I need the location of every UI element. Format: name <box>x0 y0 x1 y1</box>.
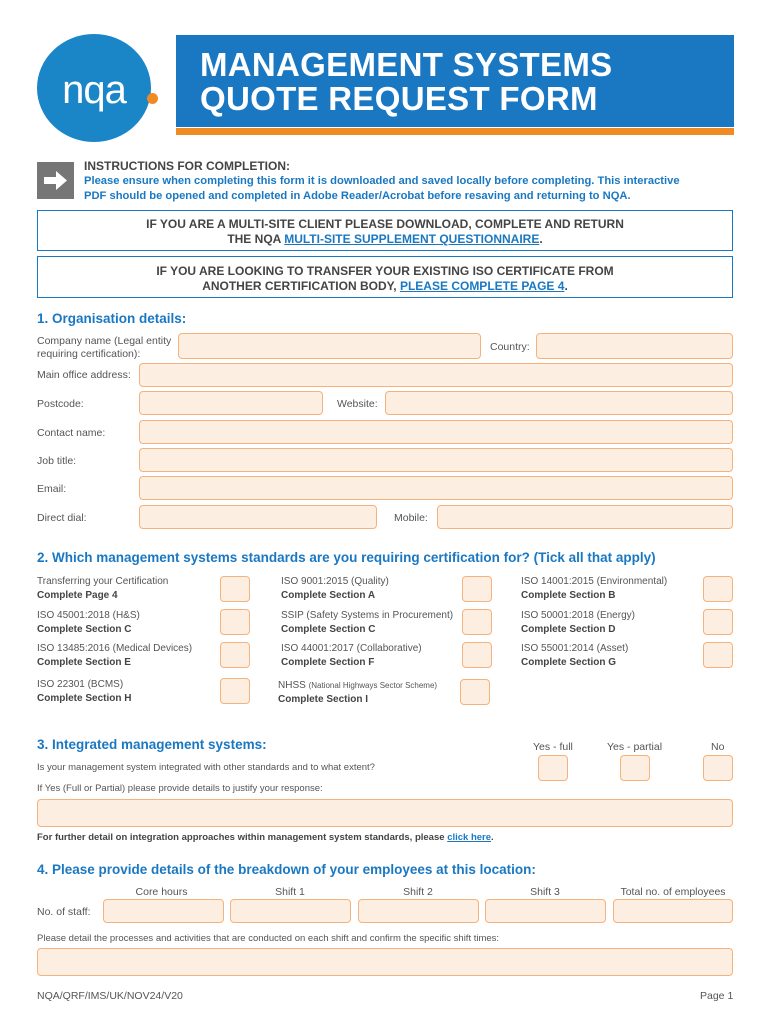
standard-item <box>278 679 437 707</box>
shift2-field[interactable] <box>358 899 479 923</box>
standard-note: Complete Section B <box>521 590 616 601</box>
address-field[interactable] <box>139 363 733 387</box>
standard-note: Complete Section I <box>278 694 369 705</box>
page-number: Page 1 <box>700 990 734 1002</box>
col-shift1: Shift 1 <box>275 886 305 898</box>
title-line-1: MANAGEMENT SYSTEMS <box>200 46 613 83</box>
standard-item <box>37 642 192 670</box>
postcode-label: Postcode: <box>37 398 84 410</box>
company-name-label <box>37 335 171 361</box>
standard-note: Complete Section A <box>281 590 376 601</box>
instructions-text <box>84 174 724 204</box>
option-yes-full-label: Yes - full <box>533 741 573 753</box>
notice1-suffix: . <box>539 232 543 246</box>
standard-note: Complete Section F <box>281 657 375 668</box>
company-label-line1: Company name (Legal entity <box>37 335 172 347</box>
website-field[interactable] <box>385 391 733 415</box>
country-label: Country: <box>490 341 530 353</box>
title-line-2: QUOTE REQUEST FORM <box>200 80 598 117</box>
standard-name: ISO 45001:2018 (H&S) <box>37 610 140 621</box>
checkbox-nhss[interactable] <box>460 679 490 705</box>
checkbox-iso22301[interactable] <box>220 678 250 704</box>
checkbox-iso13485[interactable] <box>220 642 250 668</box>
section3-title: 3. Integrated management systems: <box>37 737 267 752</box>
checkbox-iso55001[interactable] <box>703 642 733 668</box>
standard-item <box>281 575 389 603</box>
direct-dial-label: Direct dial: <box>37 512 87 524</box>
standard-item <box>281 609 453 637</box>
arrow-right-icon <box>37 162 74 199</box>
checkbox-iso9001[interactable] <box>462 576 492 602</box>
multi-site-link[interactable]: MULTI-SITE SUPPLEMENT QUESTIONNAIRE <box>284 232 540 246</box>
shift3-field[interactable] <box>485 899 606 923</box>
standard-name: ISO 9001:2015 (Quality) <box>281 576 389 587</box>
standard-note: Complete Section C <box>281 624 376 635</box>
notice2-line-1: IF YOU ARE LOOKING TO TRANSFER YOUR EXISTING ISO CERTIFICATE FROM <box>156 264 614 278</box>
nqa-logo <box>37 34 151 142</box>
integration-details-field[interactable] <box>37 799 733 827</box>
standard-name: ISO 14001:2015 (Environmental) <box>521 576 668 587</box>
standard-name: ISO 13485:2016 (Medical Devices) <box>37 643 193 654</box>
standard-name: ISO 50001:2018 (Energy) <box>521 610 635 621</box>
checkbox-iso45001[interactable] <box>220 609 250 635</box>
company-name-field[interactable] <box>178 333 481 359</box>
standard-name: ISO 44001:2017 (Collaborative) <box>281 643 422 654</box>
further-detail-text <box>37 832 494 843</box>
notice1-line-1: IF YOU ARE A MULTI-SITE CLIENT PLEASE DOWNLOAD, COMPLETE AND RETURN <box>146 217 624 231</box>
integration-question: Is your management system integrated with other standards and to what extent? <box>37 762 375 773</box>
job-title-field[interactable] <box>139 448 733 472</box>
shift-detail-label: Please detail the processes and activities that are conducted on each shift and confirm the specific shift times: <box>37 933 500 944</box>
total-employees-field[interactable] <box>613 899 733 923</box>
title-underline <box>176 128 734 135</box>
standard-item <box>521 642 628 670</box>
option-yes-partial-label: Yes - partial <box>607 741 663 753</box>
standard-note: Complete Section G <box>521 657 617 668</box>
section2-title: 2. Which management systems standards are you requiring certification for? (Tick all that apply) <box>37 550 656 565</box>
core-hours-field[interactable] <box>103 899 224 923</box>
postcode-field[interactable] <box>139 391 323 415</box>
country-field[interactable] <box>536 333 733 359</box>
standard-item <box>37 678 131 706</box>
checkbox-transfer[interactable] <box>220 576 250 602</box>
col-total-employees: Total no. of employees <box>620 886 726 898</box>
email-field[interactable] <box>139 476 733 500</box>
logo-text: nqa <box>62 68 126 112</box>
checkbox-no[interactable] <box>703 755 733 781</box>
standard-item <box>521 609 635 637</box>
click-here-link[interactable]: click here <box>447 832 492 843</box>
standard-item <box>37 575 168 603</box>
standard-item <box>37 609 140 637</box>
standard-item <box>281 642 422 670</box>
further-detail-suffix: . <box>491 832 494 843</box>
col-shift2: Shift 2 <box>403 886 433 898</box>
checkbox-ssip[interactable] <box>462 609 492 635</box>
complete-page4-link[interactable]: PLEASE COMPLETE PAGE 4 <box>399 279 565 293</box>
instructions-heading: INSTRUCTIONS FOR COMPLETION: <box>84 159 290 173</box>
company-label-line2: requiring certification): <box>37 348 141 360</box>
logo-dot <box>147 93 158 104</box>
contact-label: Contact name: <box>37 427 106 439</box>
checkbox-iso44001[interactable] <box>462 642 492 668</box>
website-label: Website: <box>337 398 378 410</box>
section4-title: 4. Please provide details of the breakdown of your employees at this location: <box>37 862 536 877</box>
standard-note: Complete Section E <box>37 657 131 668</box>
standard-note: Complete Section C <box>37 624 132 635</box>
standard-note: Complete Page 4 <box>37 590 118 601</box>
standard-note: Complete Section D <box>521 624 616 635</box>
standard-name-detail: (National Highways Sector Scheme) <box>308 681 438 690</box>
section1-title: 1. Organisation details: <box>37 311 187 326</box>
staff-count-label: No. of staff: <box>37 906 91 918</box>
direct-dial-field[interactable] <box>139 505 377 529</box>
instructions-line-1: Please ensure when completing this form it is downloaded and saved locally before completing. This interactive <box>84 175 680 187</box>
standard-name: Transferring your Certification <box>37 576 169 587</box>
col-shift3: Shift 3 <box>530 886 560 898</box>
standard-name: ISO 22301 (BCMS) <box>37 679 124 690</box>
col-core-hours: Core hours <box>135 886 188 898</box>
checkbox-yes-full[interactable] <box>538 755 568 781</box>
standard-name: SSIP (Safety Systems in Procurement) <box>281 610 454 621</box>
checkbox-yes-partial[interactable] <box>620 755 650 781</box>
standard-name: NHSS <box>278 680 306 691</box>
shift-detail-field[interactable] <box>37 948 733 976</box>
email-label: Email: <box>37 483 67 495</box>
mobile-label: Mobile: <box>394 512 428 524</box>
checkbox-iso14001[interactable] <box>703 576 733 602</box>
document-code: NQA/QRF/IMS/UK/NOV24/V20 <box>37 990 183 1002</box>
option-no-label: No <box>711 741 725 753</box>
page-title <box>200 48 612 116</box>
notice1-prefix: THE NQA <box>227 232 285 246</box>
integration-details-label: If Yes (Full or Partial) please provide details to justify your response: <box>37 783 323 794</box>
standard-note: Complete Section H <box>37 693 132 704</box>
contact-name-field[interactable] <box>139 420 733 444</box>
further-detail-prefix: For further detail on integration approaches within management system standards, please <box>37 832 448 843</box>
transfer-notice <box>37 256 733 298</box>
job-title-label: Job title: <box>37 455 77 467</box>
mobile-field[interactable] <box>437 505 733 529</box>
instructions-line-2: PDF should be opened and completed in Adobe Reader/Acrobat before resaving and returning to NQA. <box>84 190 631 202</box>
checkbox-iso50001[interactable] <box>703 609 733 635</box>
notice2-prefix: ANOTHER CERTIFICATION BODY, <box>202 279 400 293</box>
shift1-field[interactable] <box>230 899 351 923</box>
standard-name: ISO 55001:2014 (Asset) <box>521 643 629 654</box>
address-label: Main office address: <box>37 369 131 381</box>
notice2-suffix: . <box>564 279 568 293</box>
multi-site-notice <box>37 210 733 251</box>
standard-item <box>521 575 667 603</box>
